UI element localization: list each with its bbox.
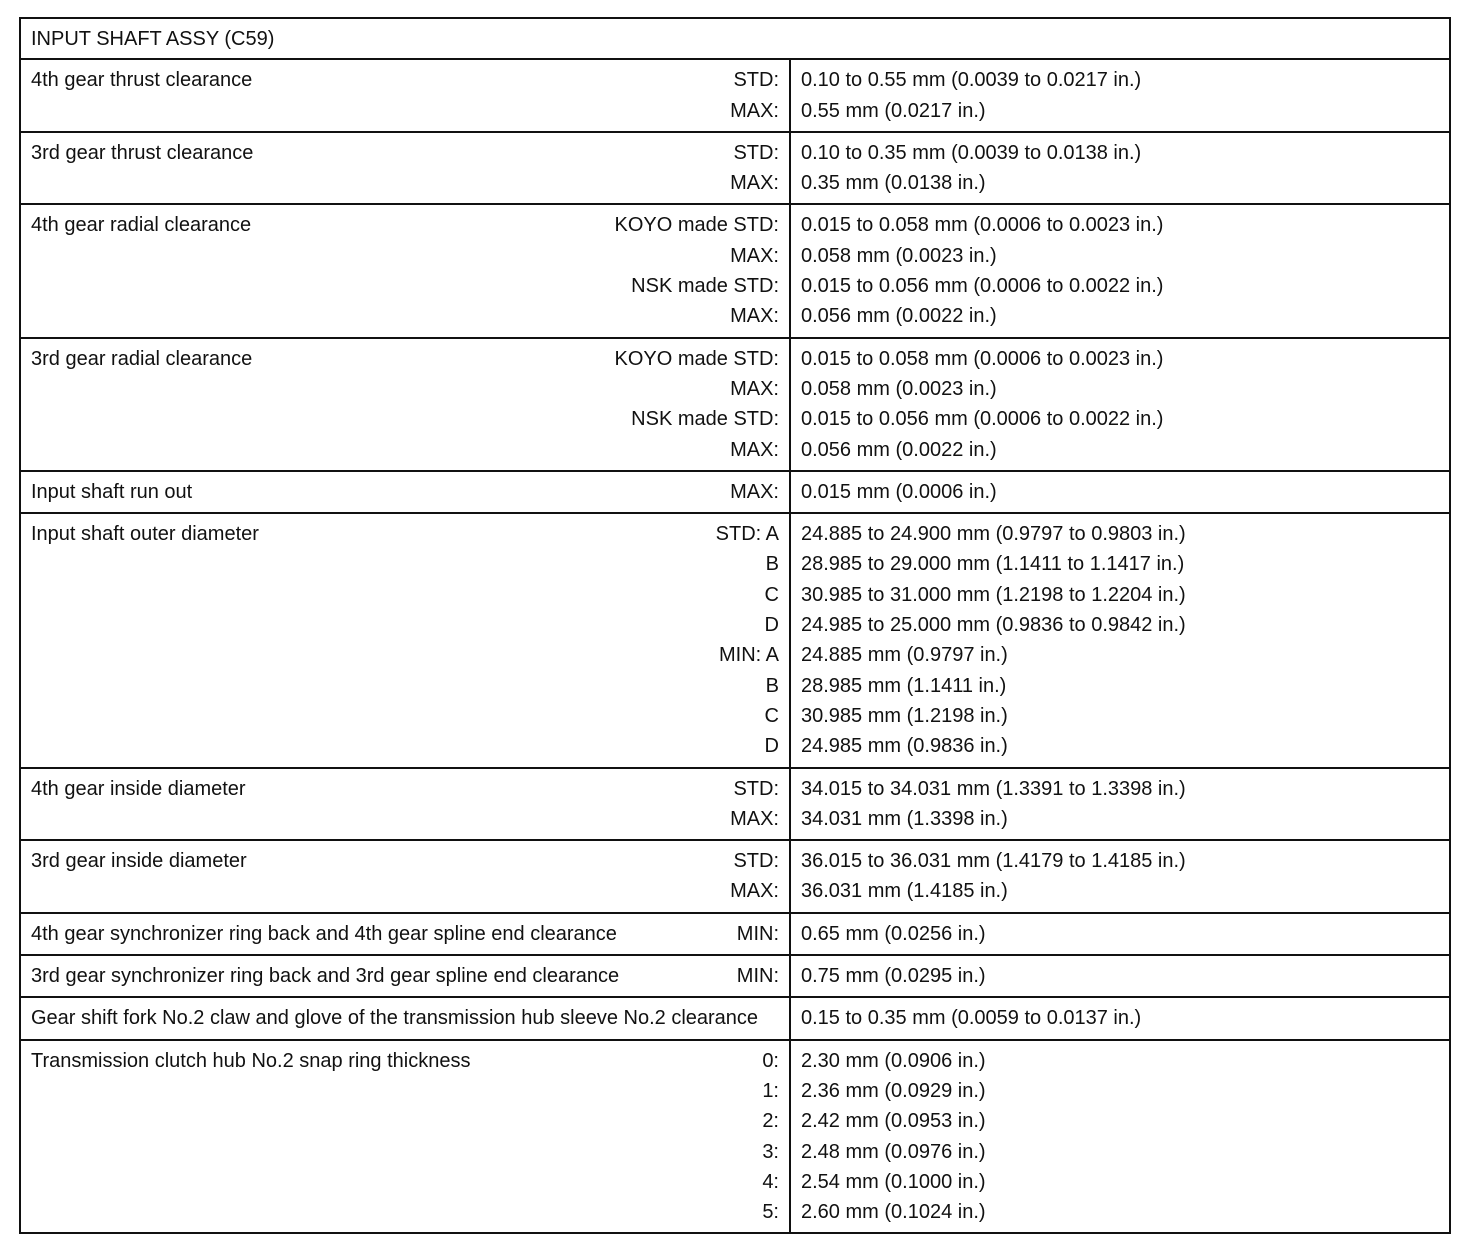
spec-qualifier: B (765, 674, 779, 697)
spec-label-cell (20, 997, 790, 1039)
spec-label-cell (20, 768, 790, 841)
spec-value: 2.60 mm (0.1024 in.) (801, 1201, 986, 1224)
spec-item-name: Input shaft run out (31, 480, 193, 503)
spec-qualifier: C (764, 704, 779, 727)
spec-value-cell (790, 840, 1450, 913)
spec-label-wrap (31, 961, 779, 991)
spec-label-wrap (31, 774, 779, 835)
spec-qualifier: 0: (762, 1049, 779, 1072)
spec-label-cell (20, 204, 790, 337)
spec-qualifier: NSK made STD: (631, 408, 779, 431)
spec-value: 0.015 to 0.056 mm (0.0006 to 0.0022 in.) (801, 275, 1164, 298)
spec-qualifier: STD: (733, 850, 779, 873)
spec-item-name: Input shaft outer diameter (31, 523, 259, 546)
spec-item-name: 4th gear inside diameter (31, 777, 246, 800)
spec-value: 36.031 mm (1.4185 in.) (801, 880, 1008, 903)
spec-item-name: 4th gear thrust clearance (31, 69, 253, 92)
spec-table-body (20, 18, 1450, 1233)
spec-value: 0.75 mm (0.0295 in.) (801, 965, 986, 988)
spec-value: 24.885 to 24.900 mm (0.9797 to 0.9803 in.) (801, 523, 1186, 546)
spec-label-wrap (31, 138, 779, 199)
spec-row (20, 132, 1450, 205)
spec-value-cell (790, 204, 1450, 337)
spec-label-wrap (31, 519, 779, 761)
spec-label-wrap (31, 477, 779, 507)
spec-qualifier: 2: (762, 1110, 779, 1133)
spec-qualifier: MAX: (730, 244, 779, 267)
spec-value: 28.985 to 29.000 mm (1.1411 to 1.1417 in.) (801, 553, 1185, 576)
spec-value: 0.10 to 0.55 mm (0.0039 to 0.0217 in.) (801, 69, 1142, 92)
spec-qualifier: D (764, 735, 779, 758)
spec-label-wrap (31, 846, 779, 907)
spec-qualifier: MAX: (730, 305, 779, 328)
spec-qualifiers (730, 477, 779, 507)
spec-qualifier: 4: (762, 1170, 779, 1193)
spec-item-name: Gear shift fork No.2 claw and glove of the transmission hub sleeve No.2 clearance (31, 1007, 759, 1030)
spec-qualifiers (615, 344, 780, 465)
spec-qualifier: 5: (762, 1201, 779, 1224)
spec-item-name: 4th gear radial clearance (31, 214, 252, 237)
spec-row (20, 768, 1450, 841)
spec-value-cell (790, 955, 1450, 997)
spec-qualifier: MIN: (736, 965, 779, 988)
spec-qualifier: STD: (733, 777, 779, 800)
table-title: INPUT SHAFT ASSY (C59) (20, 18, 1450, 59)
spec-label-cell (20, 132, 790, 205)
spec-row (20, 997, 1450, 1039)
spec-qualifier: MAX: (730, 377, 779, 400)
spec-value: 0.65 mm (0.0256 in.) (801, 922, 986, 945)
spec-qualifier: 1: (762, 1079, 779, 1102)
spec-value-cell (790, 913, 1450, 955)
spec-value-cell (790, 513, 1450, 767)
spec-value: 36.015 to 36.031 mm (1.4179 to 1.4185 in.) (801, 850, 1186, 873)
spec-label-wrap (31, 210, 779, 331)
spec-item-name: 4th gear synchronizer ring back and 4th gear spline end clearance (31, 922, 617, 945)
spec-qualifiers (762, 1046, 779, 1228)
spec-table (19, 17, 1451, 1234)
spec-qualifier: B (765, 553, 779, 576)
spec-qualifiers (737, 961, 779, 991)
spec-qualifier: MAX: (730, 438, 779, 461)
spec-row (20, 59, 1450, 132)
spec-value-cell (790, 1040, 1450, 1234)
spec-value: 0.015 to 0.056 mm (0.0006 to 0.0022 in.) (801, 408, 1164, 431)
spec-row (20, 471, 1450, 513)
spec-value: 0.15 to 0.35 mm (0.0059 to 0.0137 in.) (801, 1007, 1142, 1030)
spec-label-wrap (31, 344, 779, 465)
spec-qualifier: C (764, 583, 779, 606)
spec-qualifier: STD: (733, 69, 779, 92)
spec-qualifiers (737, 919, 779, 949)
spec-label-cell (20, 955, 790, 997)
spec-value: 0.056 mm (0.0022 in.) (801, 438, 997, 461)
spec-label-cell (20, 840, 790, 913)
spec-value: 30.985 to 31.000 mm (1.2198 to 1.2204 in.) (801, 583, 1186, 606)
spec-item-name: 3rd gear radial clearance (31, 347, 253, 370)
spec-value: 2.30 mm (0.0906 in.) (801, 1049, 986, 1072)
spec-value: 2.54 mm (0.1000 in.) (801, 1170, 986, 1193)
spec-qualifier: KOYO made STD: (614, 347, 779, 370)
spec-value-cell (790, 997, 1450, 1039)
spec-value: 2.48 mm (0.0976 in.) (801, 1140, 986, 1163)
spec-row (20, 338, 1450, 471)
spec-qualifiers (730, 846, 779, 907)
spec-item-name: Transmission clutch hub No.2 snap ring thickness (31, 1049, 471, 1072)
spec-qualifier: MAX: (730, 172, 779, 195)
spec-qualifiers (730, 774, 779, 835)
spec-row (20, 1040, 1450, 1234)
spec-qualifier: STD: A (715, 523, 779, 546)
spec-item-name: 3rd gear thrust clearance (31, 141, 254, 164)
spec-value: 24.885 mm (0.9797 in.) (801, 644, 1008, 667)
spec-value-cell (790, 768, 1450, 841)
spec-value: 0.058 mm (0.0023 in.) (801, 377, 997, 400)
spec-value: 0.35 mm (0.0138 in.) (801, 172, 986, 195)
title-row (20, 18, 1450, 59)
spec-label-cell (20, 1040, 790, 1234)
spec-qualifier: MAX: (730, 807, 779, 830)
spec-value: 0.55 mm (0.0217 in.) (801, 99, 986, 122)
spec-label-wrap (31, 1046, 779, 1228)
spec-label-wrap (31, 1003, 779, 1033)
spec-value: 0.10 to 0.35 mm (0.0039 to 0.0138 in.) (801, 141, 1142, 164)
spec-value: 2.36 mm (0.0929 in.) (801, 1079, 986, 1102)
spec-qualifier: STD: (733, 141, 779, 164)
spec-value: 28.985 mm (1.1411 in.) (801, 674, 1007, 697)
spec-value: 24.985 mm (0.9836 in.) (801, 735, 1008, 758)
spec-qualifiers (730, 65, 779, 126)
spec-qualifier: NSK made STD: (631, 275, 779, 298)
spec-row (20, 204, 1450, 337)
spec-qualifier: D (764, 614, 779, 637)
spec-qualifier: MIN: A (718, 644, 779, 667)
spec-value-cell (790, 132, 1450, 205)
spec-label-wrap (31, 919, 779, 949)
spec-qualifiers (716, 519, 779, 761)
spec-value: 0.015 mm (0.0006 in.) (801, 480, 997, 503)
spec-item-name: 3rd gear synchronizer ring back and 3rd gear spline end clearance (31, 965, 620, 988)
spec-value-cell (790, 59, 1450, 132)
spec-item-name: 3rd gear inside diameter (31, 850, 247, 873)
spec-value-cell (790, 338, 1450, 471)
spec-qualifiers (615, 210, 780, 331)
spec-value: 34.015 to 34.031 mm (1.3391 to 1.3398 in.) (801, 777, 1186, 800)
spec-value: 34.031 mm (1.3398 in.) (801, 807, 1008, 830)
spec-row (20, 955, 1450, 997)
spec-label-cell (20, 59, 790, 132)
spec-value: 0.058 mm (0.0023 in.) (801, 244, 997, 267)
spec-qualifier: 3: (762, 1140, 779, 1163)
spec-row (20, 840, 1450, 913)
spec-label-cell (20, 338, 790, 471)
spec-qualifier: KOYO made STD: (614, 214, 779, 237)
spec-qualifiers (730, 138, 779, 199)
spec-row (20, 913, 1450, 955)
spec-qualifier: MIN: (736, 922, 779, 945)
spec-value-cell (790, 471, 1450, 513)
spec-label-wrap (31, 65, 779, 126)
spec-label-cell (20, 513, 790, 767)
spec-value: 24.985 to 25.000 mm (0.9836 to 0.9842 in.) (801, 614, 1186, 637)
spec-qualifier: MAX: (730, 99, 779, 122)
spec-label-cell (20, 471, 790, 513)
spec-value: 0.056 mm (0.0022 in.) (801, 305, 997, 328)
spec-value: 2.42 mm (0.0953 in.) (801, 1110, 986, 1133)
spec-value: 0.015 to 0.058 mm (0.0006 to 0.0023 in.) (801, 214, 1164, 237)
spec-qualifier: MAX: (730, 880, 779, 903)
spec-value: 30.985 mm (1.2198 in.) (801, 704, 1008, 727)
spec-row (20, 513, 1450, 767)
spec-value: 0.015 to 0.058 mm (0.0006 to 0.0023 in.) (801, 347, 1164, 370)
spec-qualifier: MAX: (730, 480, 779, 503)
spec-label-cell (20, 913, 790, 955)
